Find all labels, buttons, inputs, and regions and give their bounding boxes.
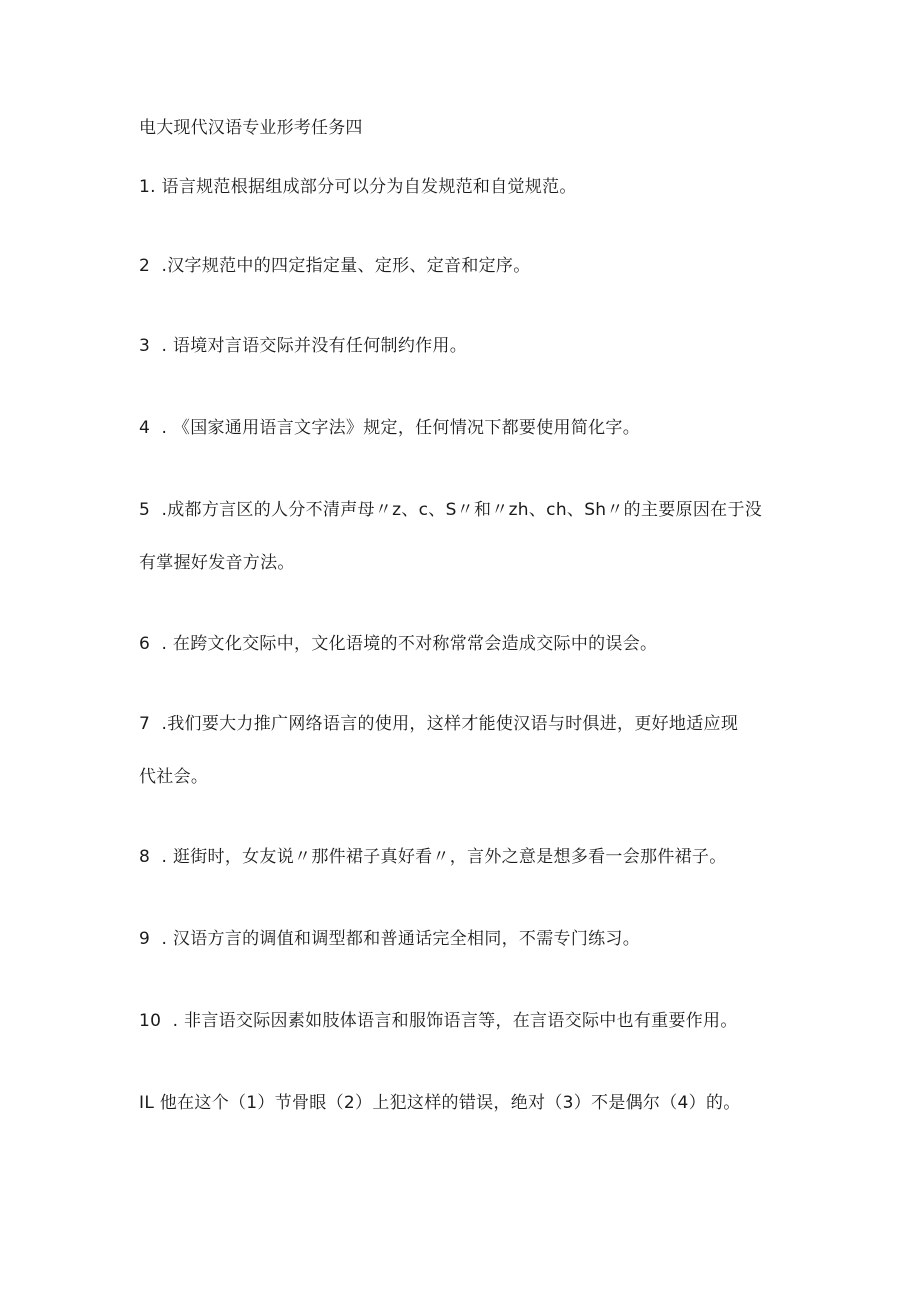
question-item-11 — [139, 1091, 789, 1115]
question-item-8 — [139, 845, 789, 869]
question-text: 2 .汉字规范中的四定指定量、定形、定音和定序。 — [139, 256, 531, 276]
question-text: 3 . 语境对言语交际并没有任何制约作用。 — [139, 336, 468, 356]
question-item-10 — [139, 1009, 789, 1033]
question-text: 4 . 《国家通用语言文字法》规定，任何情况下都要使用简化字。 — [139, 418, 641, 438]
question-text: IL 他在这个（1）节骨眼（2）上犯这样的错误，绝对（3）不是偶尔（4）的。 — [139, 1093, 741, 1113]
question-text: 6 . 在跨文化交际中，文化语境的不对称常常会造成交际中的误会。 — [139, 634, 658, 654]
question-text: 10 . 非言语交际因素如肢体语言和服饰语言等，在言语交际中也有重要作用。 — [139, 1011, 738, 1031]
question-item-1 — [139, 175, 789, 199]
question-text: 1. 语言规范根据组成部分可以分为自发规范和自觉规范。 — [139, 177, 577, 197]
question-text: 8 . 逛街时，女友说〃那件裙子真好看〃，言外之意是想多看一会那件裙子。 — [139, 847, 727, 867]
question-text-line-2: 代社会。 — [139, 767, 209, 787]
question-item-4 — [139, 416, 789, 440]
question-text-line-1: 5 .成都方言区的人分不清声母〃z、c、S〃和〃zh、ch、Sh〃的主要原因在于没 — [139, 500, 763, 520]
document-title: 电大现代汉语专业形考任务四 — [139, 118, 363, 138]
question-item-7 — [139, 712, 789, 789]
question-text-line-1: 7 .我们要大力推广网络语言的使用，这样才能使汉语与时俱进，更好地适应现 — [139, 714, 739, 734]
question-item-2 — [139, 254, 789, 278]
question-item-5 — [139, 498, 789, 575]
question-item-9 — [139, 927, 789, 951]
question-item-3 — [139, 334, 789, 358]
question-text-line-2: 有掌握好发音方法。 — [139, 553, 295, 573]
question-text: 9 . 汉语方言的调值和调型都和普通话完全相同，不需专门练习。 — [139, 929, 641, 949]
question-item-6 — [139, 632, 789, 656]
